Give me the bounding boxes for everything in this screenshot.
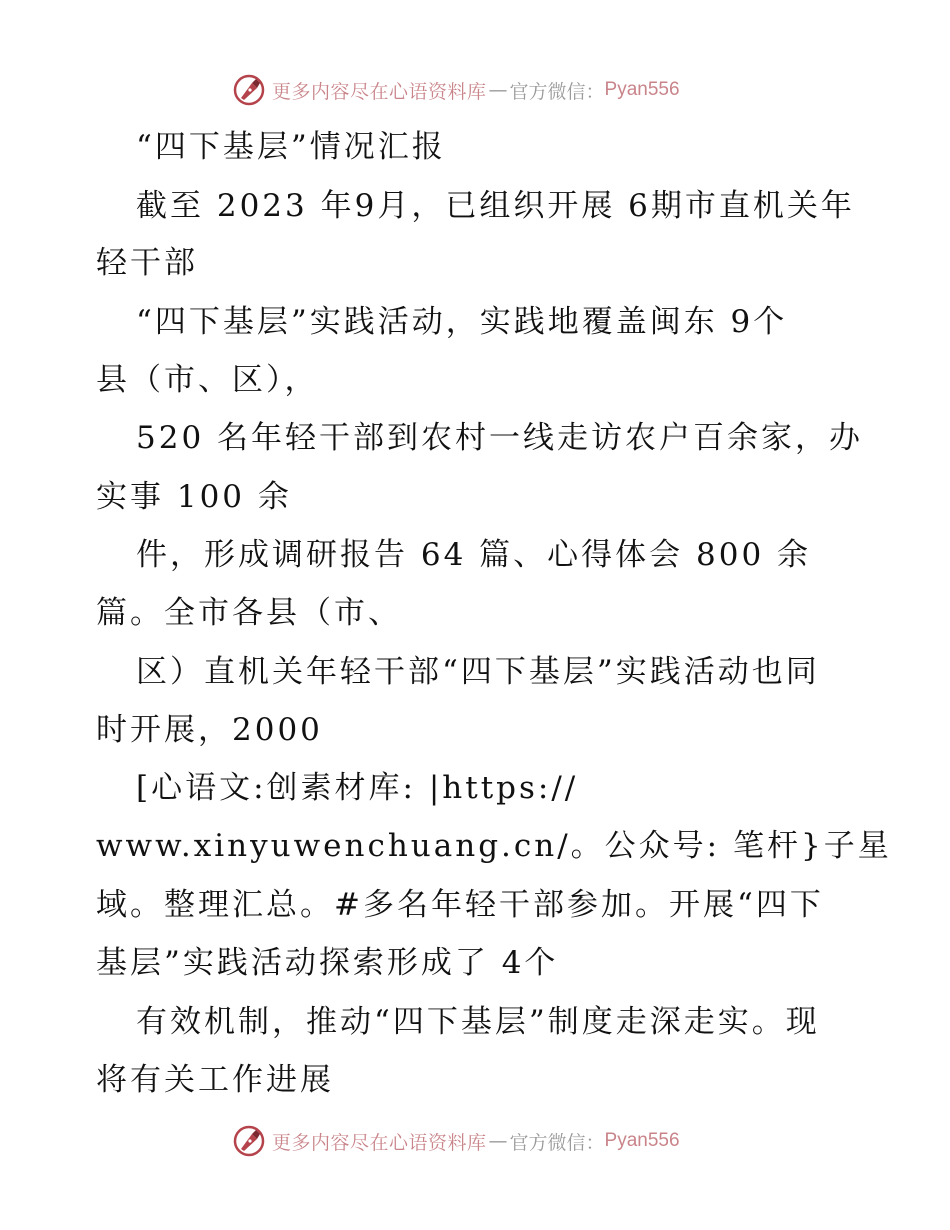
pen-nib-logo-icon <box>232 73 266 107</box>
text-line: 县（市、区）， <box>96 362 319 398</box>
watermark-text: 更多内容尽在心语资料库 <box>272 1131 487 1154</box>
text-line: [心语文:创素材库: |https:// <box>136 770 579 806</box>
text-line: 区）直机关年轻干部“四下基层”实践活动也同 <box>136 654 820 690</box>
text-line: 基层”实践活动探索形成了 4个 <box>96 945 559 981</box>
text-line: 域。整理汇总。#多名年轻干部参加。开展“四下 <box>96 887 824 923</box>
text-line: 截至 2023 年9月，已组织开展 6期市直机关年 <box>136 188 855 224</box>
text-line: www.xinyuwenchuang.cn/。公众号: 笔杆}子星 <box>96 828 892 864</box>
watermark-text: 更多内容尽在心语资料库 <box>272 80 487 103</box>
watermark-official-label: 官方微信： <box>509 1131 605 1154</box>
footer-watermark <box>232 1123 752 1159</box>
watermark-dash: — <box>488 1130 508 1152</box>
text-line: 520 名年轻干部到农村一线走访农户百余家，办 <box>136 420 864 456</box>
text-line: 篇。全市各县（市、 <box>96 595 402 631</box>
watermark-official-label: 官方微信： <box>509 80 605 103</box>
document-title: “四下基层”情况汇报 <box>136 129 446 165</box>
text-line: “四下基层”实践活动，实践地覆盖闽东 9个 <box>136 304 788 340</box>
text-line: 实事 100 余 <box>96 479 292 515</box>
text-line: 时开展，2000 <box>96 712 323 748</box>
text-line: 有效机制，推动“四下基层”制度走深走实。现 <box>136 1004 820 1040</box>
pen-nib-logo-icon <box>232 1124 266 1158</box>
text-line: 轻干部 <box>96 245 198 281</box>
watermark-dash: — <box>488 79 508 101</box>
text-line: 件，形成调研报告 64 篇、心得体会 800 余 <box>136 537 812 573</box>
header-watermark <box>232 72 752 108</box>
text-line: 将有关工作进展 <box>96 1062 334 1098</box>
watermark-wechat-id: Pyan556 <box>604 1130 680 1151</box>
watermark-wechat-id: Pyan556 <box>604 79 680 100</box>
